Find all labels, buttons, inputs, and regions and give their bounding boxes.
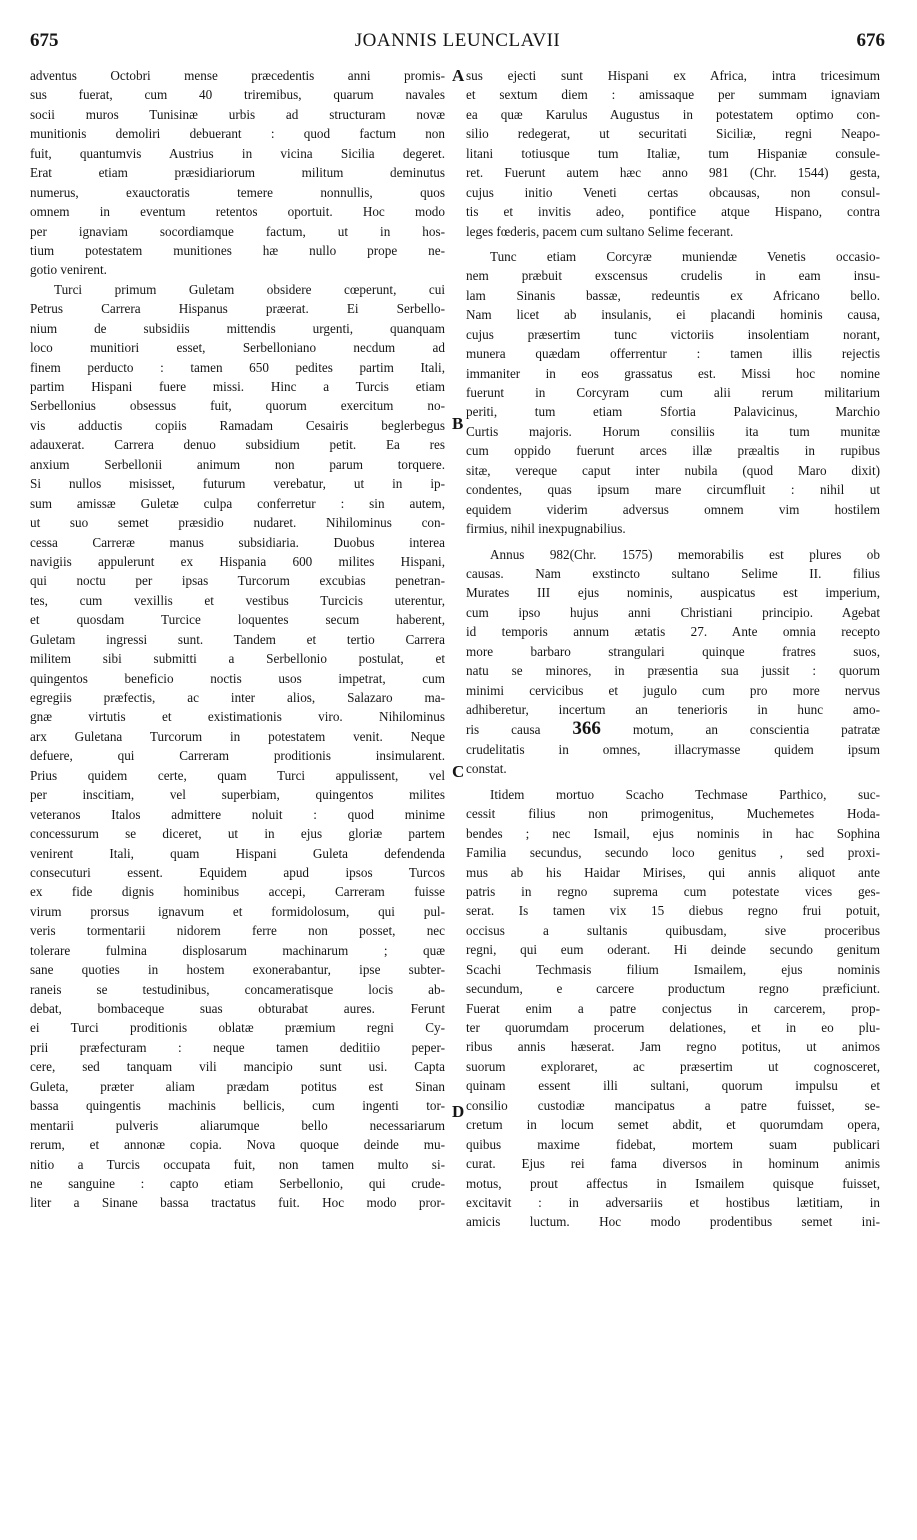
text-line: cum oppido fuerunt arces illæ præaltis in rupibus	[466, 443, 880, 459]
text-line: curat. Ejus rei fama diversos in hominum animis	[466, 1156, 880, 1172]
text-line: equidem viderim adversus omnem vim hostilem	[466, 501, 880, 517]
text-line: quibus maxime fidebat, mortem suam publicari	[466, 1136, 880, 1152]
text-line: fuerunt in Corcyram cum alii rerum militarium	[466, 385, 880, 400]
text-line: nem præbuit exscensus crudelis in eam insu-	[466, 268, 880, 284]
text-line: Prius quidem certe, quam Turci appulissent, vel	[30, 767, 445, 783]
text-line: litani totiusque tum Italiæ, tum Hispaniæ consule-	[466, 145, 880, 161]
text-line: Fuerat enim a patre conjectus in carcerem, prop-	[466, 1000, 880, 1016]
margin-letter-a: A	[452, 66, 465, 85]
text-line: cessit filius non primogenitus, Muchemetes Hoda-	[466, 806, 880, 822]
text-line: excitavit : in adversariis et hostibus lætitiam, in	[466, 1194, 880, 1210]
text-line: arx Guletana Turcorum in potestatem venit. Neque	[30, 728, 445, 744]
text-line: Murates III ejus nominis, auspicatus est imperium,	[466, 585, 880, 601]
text-line: regni, qui eum oderant. Hi deinde secundo genitum	[466, 942, 880, 958]
page-header	[30, 30, 885, 56]
margin-letter-d: D	[452, 1102, 465, 1121]
text-line: bassa quingentis machinis bellicis, cum ingenti tor-	[30, 1098, 445, 1114]
text-line: tes, cum vexillis et vestibus Turcicis uterentur,	[30, 592, 445, 608]
text-line: suorum exploraret, ac præsertim ut cognosceret,	[466, 1058, 880, 1074]
margin-letter-c: C	[452, 762, 465, 781]
text-line: Si nullos misisset, futurum verebatur, ut in ip-	[30, 476, 445, 492]
text-line	[466, 719, 880, 739]
text-line: quingentos beneficio noctis usos impetrat, cum	[30, 670, 445, 686]
text-line: tis et invitis adeo, pontifice atque Hispano, contra	[466, 204, 880, 220]
text-line: Curtis majoris. Horum consiliis ita tum munitæ	[466, 423, 880, 439]
text-line: loco munitiori esset, Serbelloniano necdum ad	[30, 340, 445, 356]
text-line: rerum, et annonæ copia. Nova quoque deinde mu-	[30, 1137, 445, 1153]
text-line: firmius, nihil inexpugnabilius.	[466, 521, 626, 537]
text-line: et sextum diem : amissaque per summam ignaviam	[466, 87, 880, 103]
text-line: motus, prout affectus in Ismailem quisque fuisset,	[466, 1175, 880, 1191]
text-line: cujus præsertim tunc victoriis insolentiam norant,	[466, 326, 880, 342]
text-line: secundum, e carcere productum regno præficiunt.	[466, 981, 880, 997]
text-line: occisus a sultanis quibusdam, sive proceribus	[466, 922, 880, 938]
text-line: adhiberetur, incertum an tenerioris in hunc amo-	[466, 702, 880, 717]
text-line: defuere, qui Carreram proditionis insimularent.	[30, 748, 445, 764]
text-line: veteranos Italos admittere noluit : quod minime	[30, 806, 445, 822]
text-line: mentarii pulveris aliarumque bello necessariarum	[30, 1117, 445, 1133]
text-line: sitæ, vereque caput inter nubila (quod Maro dixit)	[466, 462, 880, 478]
text-line: Tunc etiam Corcyræ muniendæ Venetis occasio-	[490, 248, 880, 264]
text-line: vis adductis copiis Ramadam Cesairis beglerbegus	[30, 417, 445, 433]
text-line: numerus, exauctoratis temere nonnullis, quos	[30, 184, 445, 200]
text-line: ex fide dignis hominibus accepi, Carreram fuisse	[30, 884, 445, 900]
text-line: socii muros Tunisinæ urbis ad structuram novæ	[30, 106, 445, 122]
text-line: condentes, quas ipsum mare circumfluit : nihil ut	[466, 482, 880, 498]
text-line: Itidem mortuo Scacho Techmase Parthico, suc-	[490, 786, 880, 802]
text-line: tolerare fulmina displosarum machinarum ; quæ	[30, 942, 445, 958]
running-title: JOANNIS LEUNCLAVII	[354, 30, 561, 51]
text-line: ret. Fuerunt autem hæc anno 981 (Chr. 1544) gesta,	[466, 165, 880, 181]
text-line: serat. Is tamen vix 15 diebus regno frui potuit,	[466, 903, 880, 919]
page-number-right: 676	[856, 30, 885, 51]
left-column	[30, 66, 445, 1213]
text-line: nium de subsidiis mittendis urgenti, quanquam	[30, 320, 445, 336]
text-line: sum amissæ Guletæ culpa conferretur : sin autem,	[30, 495, 445, 511]
text-line: gotio venirent.	[30, 262, 107, 278]
text-line: navigiis appulerunt ex Hispania 600 milites Hispani,	[30, 553, 445, 569]
text-line: raneis se testudinibus, concameratisque locis ab-	[30, 981, 445, 997]
text-line: munitionis demoliri debuerant : quod factum non	[30, 126, 445, 142]
text-line: concessurum se diceret, ut in ejus gloriæ partem	[30, 826, 445, 842]
text-line: ribus annis hæserat. Jam regno potitus, ut animos	[466, 1039, 880, 1055]
text-line: cum ipso hujus anni Christiani principio. Agebat	[466, 604, 880, 620]
text-line: per ignaviam socordiamque factum, ut in hos-	[30, 223, 445, 239]
text-line: Nam licet ab insulanis, ei placandi hominis causa,	[466, 307, 880, 323]
text-line: adventus Octobri mense præcedentis anni promis-	[30, 68, 445, 83]
text-line: periti, tum etiam Sfortia Palavicinus, Marchio	[466, 404, 880, 420]
text-line: veris tormentarii nidorem ferre non posset, nec	[30, 923, 445, 939]
text-line: ne sanguine : capto etiam Serbellonio, qui crude-	[30, 1175, 445, 1191]
text-line: egregiis præfectis, ac inter alios, Salazaro ma-	[30, 690, 445, 705]
text-line: per inscitiam, vel superbiam, quingentos milites	[30, 787, 445, 803]
text-line: munera quædam offerrentur : tamen illis rejectis	[466, 346, 880, 362]
text-line: Turci primum Guletam obsidere cœperunt, cui	[54, 281, 445, 297]
text-line: et quosdam Turcice loquentes secum haberent,	[30, 612, 445, 628]
text-line: Annus 982(Chr. 1575) memorabilis est plures ob	[490, 546, 880, 562]
text-line-segment: motum, an conscientia patratæ	[600, 722, 880, 738]
text-line: mus ab his Haidar Mirises, qui annis aliquot ante	[466, 864, 880, 880]
edition-page-number: 366	[572, 718, 601, 740]
text-line: silio redegerat, ut securitati Siciliæ, regni Neapo-	[466, 126, 880, 142]
text-line: leges fœderis, pacem cum sultano Selime fecerant.	[466, 223, 734, 239]
text-line: crudelitatis in omnes, illacrymasse quidem ipsum	[466, 741, 880, 757]
text-line: finem perducto : tamen 650 pedites partim Itali,	[30, 359, 445, 375]
text-line: bendes ; nec Ismail, ejus nominis in hac Sophina	[466, 825, 880, 841]
text-line-segment: ris causa	[466, 722, 573, 738]
text-line: debat, bombaceque suas obturabat aures. Ferunt	[30, 1001, 445, 1016]
text-line: Petrus Carrera Hispanus præerat. Ei Serbello-	[30, 301, 445, 317]
text-line: ei Turci proditionis oblatæ præmium regni Cy-	[30, 1020, 445, 1036]
text-line: Serbellonius obsessus fuit, quorum exercitum no-	[30, 398, 445, 414]
text-line: tium potestatem munitiones hæ nullo prope ne-	[30, 242, 445, 258]
text-line: Scachi Techmasis filium Ismailem, ejus nominis	[466, 961, 880, 977]
text-line: ea quæ Karulus Augustus in potestatem optimo con-	[466, 106, 880, 122]
text-line: cessa Carreræ manus subsidiaria. Duobus interea	[30, 534, 445, 550]
text-line: cretum in locum semet abdit, et quorumdam opera,	[466, 1117, 880, 1133]
text-line: ut suo semet præsidio nudaret. Nihilominus con-	[30, 515, 445, 531]
text-line: id temporis annum ætatis 27. Ante omnia recepto	[466, 624, 880, 640]
text-line: gnæ virtutis et existimationis viro. Nihilominus	[30, 709, 445, 725]
text-line: Erat etiam præsidiariorum militum deminutus	[30, 165, 445, 181]
text-line: fuit, quantumvis Austrius in vicina Sicilia degeret.	[30, 145, 445, 161]
text-line: adauxerat. Carrera denuo subsidium petit. Ea res	[30, 437, 445, 453]
text-line: sane quoties in hostem exonerabantur, ipse subter-	[30, 962, 445, 978]
text-line: patris in regno suprema cum potestate vices ges-	[466, 883, 880, 899]
text-line: more barbaro strangulari quinque fratres suos,	[466, 643, 880, 659]
text-line: prii præfecturam : neque tamen deditiio peper-	[30, 1039, 445, 1055]
margin-letter-b: B	[452, 414, 464, 433]
text-line: cujus initio Veneti certas obcausas, non consul-	[466, 184, 880, 200]
text-line: constat.	[466, 761, 507, 777]
text-line: consecuturi essent. Equidem apud ipsos Turcos	[30, 864, 445, 880]
text-line: Familia secundus, secundo loco genitus , sed proxi-	[466, 845, 880, 861]
text-line: omnem in eventum retentos oportuit. Hoc modo	[30, 204, 445, 220]
text-line: consilio custodiæ mancipatus a patre fuisset, se-	[466, 1097, 880, 1113]
text-line: natu se minores, in præsentia sua jussit : quorum	[466, 663, 880, 679]
text-line: anxium Serbellonii animum non parum torquere.	[30, 456, 445, 472]
text-line: sus ejecti sunt Hispani ex Africa, intra tricesimum	[466, 68, 880, 83]
text-line: Guleta, præter aliam prædam potitus est Sinan	[30, 1078, 445, 1094]
page-number-left: 675	[30, 30, 59, 51]
text-line: immaniter in eos grassatus est. Missi hoc nomine	[466, 365, 880, 381]
text-line: Guletam ingressi sunt. Tandem et tertio Carrera	[30, 631, 445, 647]
text-line: minimi cervicibus et jugulo cum pro more nervus	[466, 682, 880, 698]
text-line: militem sibi submitti a Serbellonio postulat, et	[30, 651, 445, 667]
text-line: virum prorsus ignavum et formidolosum, qui pul-	[30, 903, 445, 919]
text-line: nitio a Turcis occupata fuit, non tamen multo si-	[30, 1156, 445, 1172]
text-line: sus fuerat, cum 40 triremibus, quarum navales	[30, 87, 445, 103]
right-column	[466, 66, 880, 1232]
text-line: cere, sed tanquam vili mancipio sunt usi. Capta	[30, 1059, 445, 1075]
text-line: causas. Nam exstincto sultano Selime II. filius	[466, 565, 880, 581]
text-line: quinam essent illi sultani, quorum impulsu et	[466, 1078, 880, 1094]
text-line: qui noctu per ipsas Turcorum excubias penetran-	[30, 573, 445, 589]
text-line: liter a Sinane bassa tractatus fuit. Hoc modo pror-	[30, 1195, 445, 1211]
text-line: venirent Itali, quam Hispani Guleta defendenda	[30, 845, 445, 861]
text-line: ter quorumdam procerum delationes, et in eo plu-	[466, 1020, 880, 1035]
text-line: amicis luctum. Hoc modo prodentibus semet ini-	[466, 1214, 880, 1230]
text-line: lam Sinanis bassæ, redeuntis ex Africano bello.	[466, 287, 880, 303]
text-line: partim Hispani fuere missi. Hinc a Turcis etiam	[30, 379, 445, 394]
